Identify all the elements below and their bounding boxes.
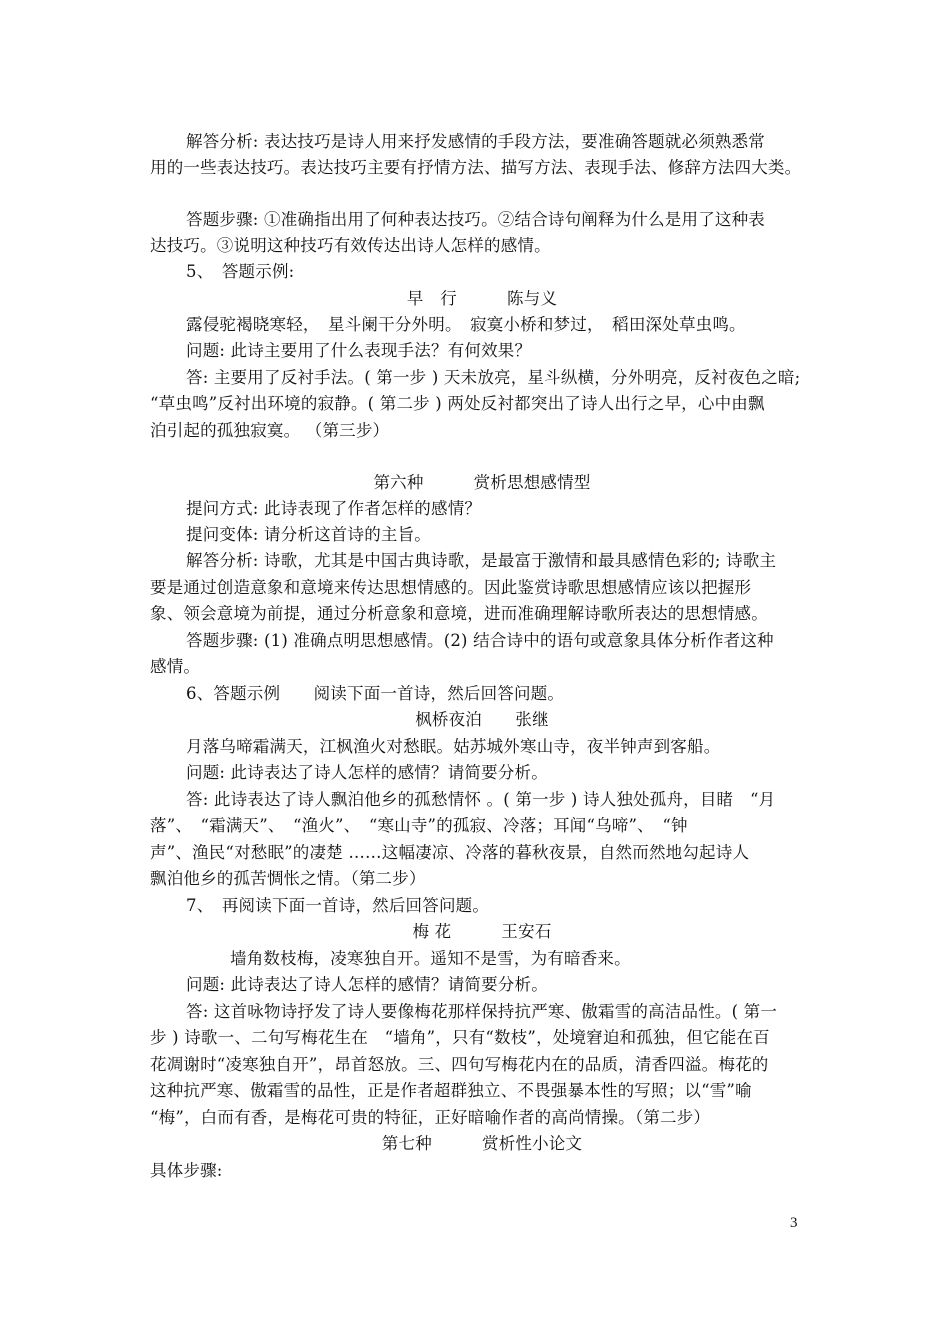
question-line: 问题: 此诗表达了诗人怎样的感情？请简要分析。: [186, 975, 548, 994]
section-heading: 6、答题示例 阅读下面一首诗，然后回答问题。: [186, 684, 565, 703]
section-title: 第六种 赏析思想感情型: [373, 473, 591, 492]
answer-line: “梅”，白而有香，是梅花可贵的特征，正好暗喻作者的高尚情操。（第二步）: [150, 1108, 711, 1127]
paragraph-line: 要是通过创造意象和意境来传达思想情感的。因此鉴赏诗歌思想感情应该以把握形: [150, 578, 752, 597]
answer-line: 泊引起的孤独寂寞。 （第三步）: [150, 421, 390, 440]
question-line: 问题: 此诗表达了诗人怎样的感情？请简要分析。: [186, 763, 548, 782]
section-heading: 5、 答题示例:: [186, 262, 295, 281]
answer-line: 答: 此诗表达了诗人飘泊他乡的孤愁情怀 。( 第一步 ) 诗人独处孤舟，目睹 “月: [186, 790, 776, 809]
answer-line: 花凋谢时“凌寒独自开”，昂首怒放。三、四句写梅花内在的品质，清香四溢。梅花的: [150, 1055, 769, 1074]
answer-line: 飘泊他乡的孤苦惆怅之情。（第二步）: [150, 869, 426, 888]
answer-line: 落”、 “霜满天”、 “渔火”、 “寒山寺”的孤寂、冷落；耳闻“乌啼”、 “钟: [150, 816, 688, 835]
section-heading: 7、 再阅读下面一首诗，然后回答问题。: [186, 896, 490, 915]
answer-line: 声”、渔民“对愁眠”的凄楚 ……这幅凄凉、冷落的暮秋夜景，自然而然地勾起诗人: [150, 843, 750, 862]
poem-text: 月落乌啼霜满天，江枫渔火对愁眠。姑苏城外寒山寺，夜半钟声到客船。: [186, 737, 721, 756]
paragraph-line: 达技巧。③说明这种技巧有效传达出诗人怎样的感情。: [150, 236, 551, 255]
paragraph-line: 解答分析: 表达技巧是诗人用来抒发感情的手段方法，要准确答题就必须熟悉常: [186, 132, 766, 151]
paragraph-line: 答题步骤: (1) 准确点明思想感情。(2) 结合诗中的语句或意象具体分析作者这种: [186, 631, 774, 650]
paragraph-line: 提问方式: 此诗表现了作者怎样的感情？: [186, 499, 482, 518]
paragraph-line: 象、领会意境为前提，通过分析意象和意境，进而准确理解诗歌所表达的思想情感。: [150, 604, 768, 623]
question-line: 问题: 此诗主要用了什么表现手法？有何效果？: [186, 341, 532, 360]
paragraph-line: 用的一些表达技巧。表达技巧主要有抒情方法、描写方法、表现手法、修辞方法四大类。: [150, 158, 802, 177]
answer-line: 答: 这首咏物诗抒发了诗人要像梅花那样保持抗严寒、傲霜雪的高洁品性。( 第一: [186, 1002, 778, 1021]
answer-line: 答: 主要用了反衬手法。( 第一步 ) 天未放亮，星斗纵横，分外明亮，反衬夜色之暗;: [186, 368, 801, 387]
poem-title: 枫桥夜泊 张继: [415, 710, 549, 729]
answer-line: 步 ) 诗歌一、二句写梅花生在 “墙角”，只有“数枝”，处境窘迫和孤独，但它能在百: [150, 1028, 770, 1047]
paragraph-line: 感情。: [150, 657, 201, 676]
paragraph-line: 答题步骤: ①准确指出用了何种表达技巧。②结合诗句阐释为什么是用了这种表: [186, 210, 766, 229]
page-number: 3: [790, 1215, 798, 1231]
section-title: 第七种 赏析性小论文: [381, 1134, 583, 1153]
poem-text: 墙角数枝梅，凌寒独自开。遥知不是雪，为有暗香来。: [230, 949, 631, 968]
paragraph-line: 解答分析: 诗歌，尤其是中国古典诗歌，是最富于激情和最具感情色彩的; 诗歌主: [186, 551, 777, 570]
poem-title: 梅 花 王安石: [412, 922, 552, 941]
answer-line: 这种抗严寒、傲霜雪的品性，正是作者超群独立、不畏强暴本性的写照；以“雪”喻: [150, 1081, 752, 1100]
paragraph-line: 提问变体: 请分析这首诗的主旨。: [186, 525, 432, 544]
poem-text: 露侵驼褐晓寒轻， 星斗阑干分外明。 寂寞小桥和梦过， 稻田深处草虫鸣。: [186, 315, 746, 334]
answer-line: “草虫鸣”反衬出环境的寂静。( 第二步 ) 两处反衬都突出了诗人出行之早，心中由飘: [150, 394, 765, 413]
poem-title: 早 行 陈与义: [406, 289, 558, 308]
paragraph-line: 具体步骤:: [150, 1161, 223, 1180]
